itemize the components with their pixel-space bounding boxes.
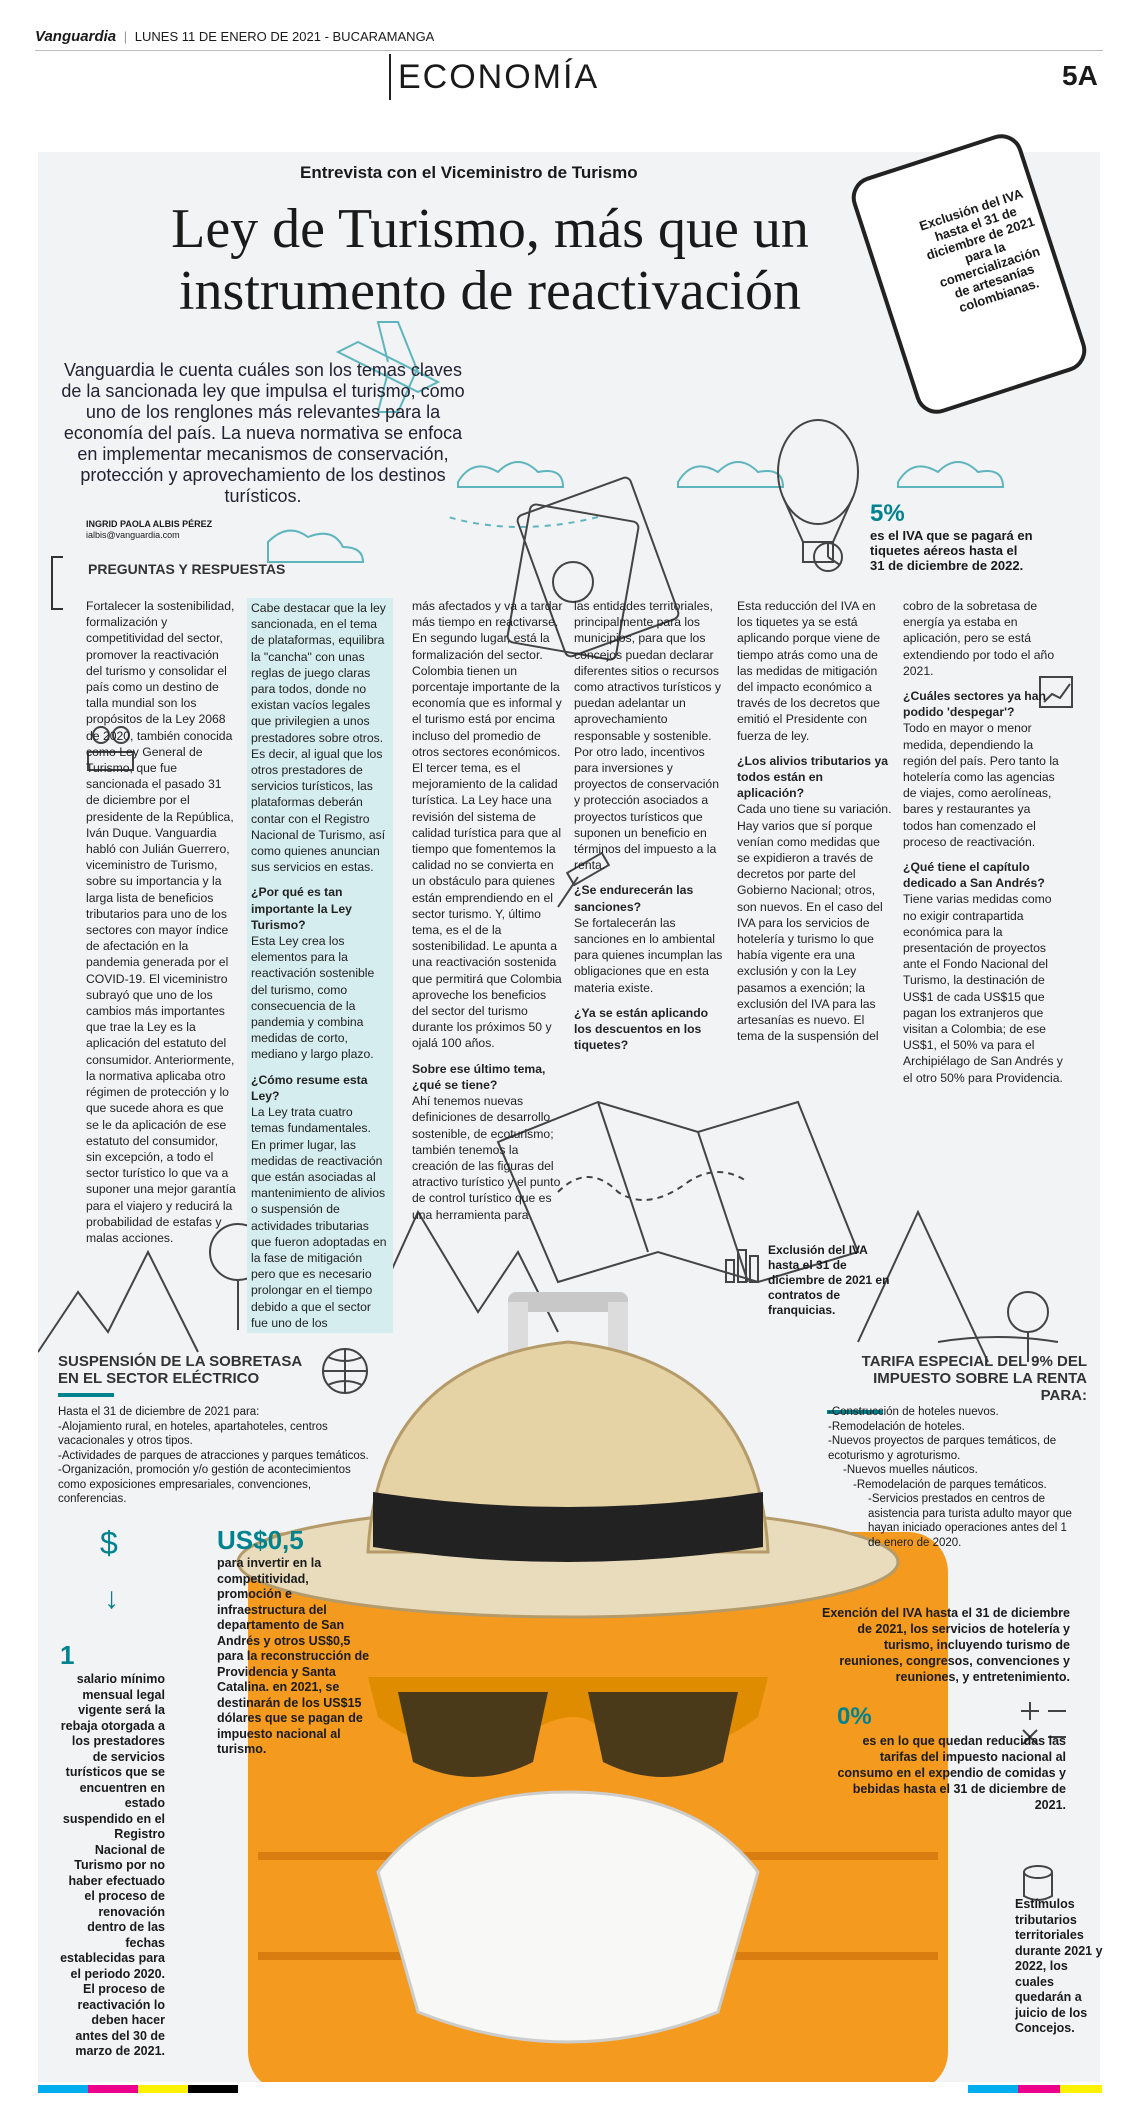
byline-name: INGRID PAOLA ALBIS PÉREZ (86, 519, 213, 529)
column-5-text: Esta reducción del IVA en los tiquetes ya se está aplicando porque viene de tiempo atrás como una de las medidas de mitigación del impacto económico a través de los decretos que emitió el Presidente con fuerza de ley. (737, 599, 880, 743)
sobretasa-box (58, 1353, 318, 1397)
body-column-3 (412, 598, 564, 1223)
question-heading: ¿Los alivios tributarios ya todos están en aplicación? (737, 753, 889, 801)
stat-5-caption: es el IVA que se pagará en tiquetes aéreos hasta el 31 de diciembre de 2022. (870, 528, 1033, 573)
tarifa-heading: TARIFA ESPECIAL DEL 9% DEL IMPUESTO SOBRE LA RENTA PARA: (861, 1353, 1087, 1404)
byline-email: ialbis@vanguardia.com (86, 530, 180, 540)
answer-text: La Ley trata cuatro temas fundamentales. En primer lugar, las medidas de reactivación que están asociadas al mantenimiento de alivios o suspensión de actividades tributarias que fueron adoptadas en la fase de mitigación pero que es necesario prolongar en el tiempo debido a que el sector fue uno de los (251, 1105, 387, 1330)
column-6-text: cobro de la sobretasa de energía ya estaba en aplicación, pero se está extendiendo por todo el año 2021. (903, 599, 1055, 678)
list-item: -Alojamiento rural, en hoteles, apartahoteles, centros vacacionales y otros tipos. (58, 1420, 328, 1447)
exencion-iva-caption: Exención del IVA hasta el 31 de diciembre de 2021, los servicios de hotelería y turismo, incluyendo turismo de reuniones, congresos, convenciones y reuniones, y entretenimiento. (821, 1606, 1070, 1684)
body-column-6 (903, 598, 1063, 1086)
sobretasa-list (58, 1405, 378, 1507)
sobretasa-heading: SUSPENSIÓN DE LA SOBRETASA EN EL SECTOR ELÉCTRICO (58, 1353, 302, 1387)
answer-text: Todo en mayor o menor medida, dependiendo la región del país. Pero tanto la hotelería como las agencias de viajes, como aerolíneas, bares y restaurantes ya todos han comenzado el proceso de reactivación. (903, 721, 1059, 849)
list-item: -Remodelación de hoteles. (828, 1420, 965, 1433)
body-column-1 (86, 598, 236, 1246)
divider: | (123, 29, 128, 44)
list-item: -Actividades de parques de atracciones y parques temáticos. (58, 1449, 369, 1462)
column-2-text: Cabe destacar que la ley sancionada, en el tema de plataformas, equilibra la "cancha" con unas reglas de juego claras para todos, donde no existan vacíos legales que privilegien a unos prestadores sobre otros. Es decir, al igual que los otros prestadores de servicios turísticos, las plataformas deberán contar con el Registro Nacional de Turismo, así como quienes anuncian sus servicios en estas. (251, 601, 386, 875)
question-heading: Sobre ese último tema, ¿qué se tiene? (412, 1061, 546, 1092)
list-item: -Remodelación de parques temáticos. (853, 1478, 1047, 1491)
article-headline: Ley de Turismo, más que un instrumento de reactivación (171, 198, 809, 322)
stat-5-number: 5% (870, 500, 905, 527)
section-title: ECONOMÍA (398, 58, 600, 96)
print-color-bar (38, 2085, 1102, 2093)
stat-us05-caption: para invertir en la competitividad, promoción e infraestructura del departamento de San Andrés y otros US$0,5 para la reconstrucción de Providencia y Santa Catalina. en 2021, se destinarán de los US$15 dólares que se pagan de impuesto nacional al turismo. (217, 1556, 370, 1756)
answer-text: Tiene varias medidas como no exigir contrapartida económica para la presentación de proyectos ante el Fondo Nacional del Turismo, la destinación de US$1 de cada US$15 que pagan los extranjeros que visitan a Colombia; de ese US$1, el 50% va para el Archipiélago de San Andrés y el otro 50% para Providencia. (903, 892, 1063, 1085)
tarifa-list (828, 1405, 1072, 1550)
article-lead: Vanguardia le cuenta cuáles son los temas claves de la sancionada ley que impulsa el turismo, como uno de los renglones más relevantes para la economía del país. La nueva normativa se enfoca en implementar mecanismos de conservación, protección y aprovechamiento de los destinos turísticos. (61, 360, 465, 506)
list-item: -Construcción de hoteles nuevos. (828, 1406, 999, 1418)
list-item: -Nuevos proyectos de parques temáticos, de ecoturismo y agroturismo. (828, 1435, 1057, 1462)
question-heading: ¿Cómo resume esta Ley? (251, 1072, 368, 1103)
answer-text: Ahí tenemos nuevas definiciones de desarrollo sostenible, de ecoturismo; también tenemos la creación de las figuras del atractivo turístico y el punto de control turístico que es una herramienta para (412, 1094, 561, 1222)
question-heading: ¿Ya se están aplicando los descuentos en los tiquetes? (574, 1005, 709, 1053)
answer-text: Cada uno tiene su variación. Hay varios que sí porque venían como medidas que se expidieron a través de decretos por parte del Gobierno Nacional; otros, son nuevos. En el caso del IVA para los servicios de hotelería y turismo lo que había vigente era una exclusión y con la Ley pasamos a exención; la exclusión del IVA para las artesanías es nuevo. El tema de la suspensión del (737, 802, 892, 1044)
estimulos-caption: Estímulos tributarios territoriales durante 2021 y 2022, los cuales quedarán a juicio de los Concejos. (1015, 1897, 1103, 2035)
body-column-4 (574, 598, 724, 1053)
brand-logo: Vanguardia (35, 28, 117, 45)
byline (86, 519, 212, 541)
stat-1-caption: salario mínimo mensual legal vigente será la rebaja otorgada a los prestadores de servicios turísticos que se encuentren en estado suspendido en el Registro Nacional de Turismo por no haber efectuado el proceso de renovación dentro de las fechas establecidas para el periodo 2020. El proceso de reactivación lo deben hacer antes del 30 de marzo de 2021. (60, 1672, 165, 2058)
qa-heading: PREGUNTAS Y RESPUESTAS (88, 561, 286, 577)
stat-us05-number: US$0,5 (217, 1525, 304, 1555)
phone-callout-text: Exclusión del IVA hasta el 31 de diciembre de 2021 para la comercialización de artesanías colombianas. (917, 185, 1042, 316)
column-1-text: Fortalecer la sostenibilidad, formalización y competitividad del sector, promover la reactivación del turismo y consolidar el país como un destino de talla mundial son los propósitos de la Ley 2068 de 2020, también conocida como Ley General de Turismo, que fue sancionada el pasado 31 de diciembre por el presidente de la República, Iván Duque. Vanguardia habló con Julián Guerrero, viceministro de Turismo, sobre su importancia y la larga lista de beneficios tributarios para uno de los sectores con mayor índice de afectación en la pandemia generada por el COVID-19. El viceministro subrayó que uno de los cambios más importantes que trae la Ley es la aplicación del estatuto del consumidor. Anteriormente, la normativa aplicaba otro régimen de protección y lo que sucede ahora es que se le da aplicación de ese estatuto del consumidor, sin excepción, a todo el sector turístico lo que va a suponer una mejor garantía para el viajero y reducirá la probabilidad de estafas y malas acciones. (86, 599, 236, 1245)
stat-0-caption: es en lo que quedan reducidas las tarifas del impuesto nacional al consumo en el expendio de comidas y bebidas hasta el 31 de diciembre de 2021. (837, 1734, 1066, 1812)
arrow-down-icon: ↓ (104, 1582, 119, 1615)
column-4-text: las entidades territoriales, principalmente para los municipios, para que los concejos puedan declarar diferentes sitios o recursos como atractivos turísticos y puedan adelantar un aprovechamiento responsable y sostenible. Por otro lado, incentivos para inversiones y proyectos de conservación y protección asociados a proyectos turísticos que suponen un beneficio en términos del impuesto a la renta. (574, 599, 721, 873)
question-heading: ¿Qué tiene el capítulo dedicado a San Andrés? (903, 860, 1045, 891)
question-heading: ¿Cuáles sectores ya han podido 'despegar'? (903, 689, 1046, 720)
answer-text: Esta Ley crea los elementos para la reactivación sostenible del turismo, como consecuencia de la pandemia y combina medidas de corto, mediano y largo plazo. (251, 934, 375, 1062)
answer-text: Se fortalecerán las sanciones en lo ambiental para quienes incumplan las obligaciones que en esta materia existe. (574, 915, 723, 995)
stat-0-number: 0% (837, 1703, 872, 1730)
list-item: -Organización, promoción y/o gestión de acontecimientos como exposiciones empresariales, convenciones, conferencias. (58, 1464, 351, 1505)
masthead-bar (35, 28, 1103, 51)
article-kicker: Entrevista con el Viceministro de Turismo (300, 163, 638, 182)
body-column-5 (737, 598, 892, 1044)
qa-bracket (51, 556, 63, 610)
list-item: -Nuevos muelles náuticos. (843, 1464, 978, 1476)
column-3-text: más afectados y va a tardar más tiempo en reactivarse. En segundo lugar, está la formalización del sector. Colombia tienen un porcentaje importante de la economía que es informal y el turismo está por encima incluso del promedio de otros sectores económicos. El tercer tema, es el mejoramiento de la calidad turística. La Ley hace una revisión del sistema de calidad turística para que al tiempo que fomentemos la calidad no se convierta en un obstáculo para quienes están emprendiendo en el sector turismo. Y, último tema, es el de la sostenibilidad. Le apunta a una reactivación sostenida que permitirá que Colombia aproveche los beneficios del sector del turismo durante los próximos 50 y ojalá 100 años. (412, 599, 563, 1051)
iva-franchise-caption: Exclusión del IVA hasta el 31 de diciembre de 2021 en contratos de franquicias. (768, 1243, 890, 1317)
page-number: 5A (1062, 60, 1098, 91)
dateline: LUNES 11 DE ENERO DE 2021 - BUCARAMANGA (134, 29, 435, 44)
stat-1-number: 1 (60, 1640, 75, 1670)
dollar-icon: $ (100, 1525, 118, 1561)
section-rule (389, 54, 391, 100)
stat-5-percent (870, 500, 1035, 573)
question-heading: ¿Por qué es tan importante la Ley Turismo? (251, 885, 352, 932)
question-heading: ¿Se endurecerán las sanciones? (574, 883, 694, 914)
body-column-2 (247, 598, 393, 1333)
list-item: Hasta el 31 de diciembre de 2021 para: (58, 1406, 260, 1418)
list-item: -Servicios prestados en centros de asistencia para turista adulto mayor que hayan iniciado operaciones antes del 1 de enero de 2020. (868, 1493, 1072, 1549)
accent-bar (58, 1393, 114, 1397)
